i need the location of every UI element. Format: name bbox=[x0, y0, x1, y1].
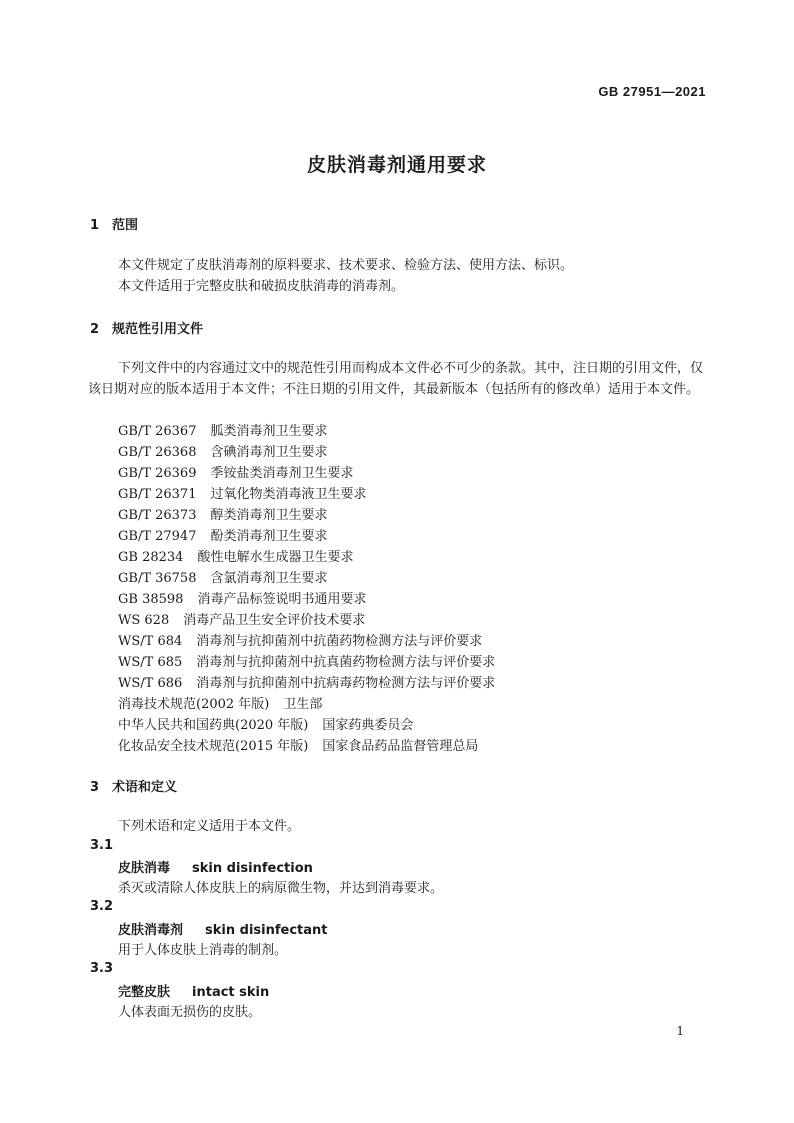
reference-code: GB/T 26367 bbox=[118, 424, 197, 439]
section-number: 1 bbox=[90, 218, 100, 233]
reference-title: 消毒剂与抗抑菌剂中抗病毒药物检测方法与评价要求 bbox=[196, 676, 496, 691]
reference-title: 含氯消毒剂卫生要求 bbox=[210, 571, 328, 586]
reference-item bbox=[118, 630, 482, 649]
reference-code: GB/T 26368 bbox=[118, 445, 197, 460]
reference-title: 消毒产品标签说明书通用要求 bbox=[197, 592, 367, 607]
reference-item bbox=[118, 525, 328, 544]
reference-item bbox=[118, 462, 354, 481]
term-entry bbox=[118, 857, 313, 876]
document-title: 皮肤消毒剂通用要求 bbox=[306, 154, 487, 176]
term-entry bbox=[118, 919, 327, 938]
reference-item bbox=[118, 483, 367, 502]
reference-code: WS/T 686 bbox=[118, 676, 183, 691]
reference-title: 国家药典委员会 bbox=[322, 718, 414, 733]
reference-item bbox=[118, 567, 328, 586]
reference-item bbox=[118, 441, 328, 460]
reference-title: 卫生部 bbox=[283, 697, 323, 712]
reference-item bbox=[118, 588, 366, 607]
reference-item bbox=[118, 735, 478, 754]
section-title: 术语和定义 bbox=[112, 780, 178, 795]
reference-code: GB/T 27947 bbox=[118, 529, 197, 544]
term-zh: 皮肤消毒 bbox=[118, 861, 171, 876]
reference-item bbox=[118, 651, 495, 670]
reference-code: GB 38598 bbox=[118, 592, 184, 607]
scope-paragraph-1: 本文件规定了皮肤消毒剂的原料要求、技术要求、检验方法、使用方法、标识。 bbox=[118, 258, 574, 273]
reference-code: GB/T 36758 bbox=[118, 571, 197, 586]
reference-code: 中华人民共和国药典(2020 年版) bbox=[118, 718, 309, 733]
reference-title: 季铵盐类消毒剂卫生要求 bbox=[210, 466, 354, 481]
reference-item bbox=[118, 714, 413, 733]
reference-code: WS 628 bbox=[118, 613, 170, 628]
page-number: 1 bbox=[676, 1024, 684, 1038]
reference-title: 消毒产品卫生安全评价技术要求 bbox=[183, 613, 366, 628]
reference-item bbox=[118, 546, 353, 565]
reference-code: GB/T 26369 bbox=[118, 466, 197, 481]
reference-title: 消毒剂与抗抑菌剂中抗真菌药物检测方法与评价要求 bbox=[196, 655, 496, 670]
reference-item bbox=[118, 609, 365, 628]
reference-code: WS/T 684 bbox=[118, 634, 183, 649]
term-en: skin disinfectant bbox=[205, 923, 328, 938]
reference-item bbox=[118, 504, 328, 523]
term-en: intact skin bbox=[192, 985, 270, 1000]
section-number: 3 bbox=[90, 780, 100, 795]
section-1-heading bbox=[90, 214, 138, 233]
section-number: 2 bbox=[90, 322, 100, 337]
reference-title: 胍类消毒剂卫生要求 bbox=[210, 424, 328, 439]
term-entry bbox=[118, 981, 269, 1000]
term-definition: 杀灭或清除人体皮肤上的病原微生物，并达到消毒要求。 bbox=[118, 881, 444, 896]
term-zh: 皮肤消毒剂 bbox=[118, 923, 184, 938]
references-intro: 下列文件中的内容通过文中的规范性引用而构成本文件必不可少的条款。其中，注日期的引用文件，仅该日期对应的版本适用于本文件；不注日期的引用文件，其最新版本（包括所有的修改单）适用于本文件。 bbox=[88, 361, 704, 397]
section-3-heading bbox=[90, 776, 177, 795]
reference-item bbox=[118, 672, 495, 691]
reference-code: 消毒技术规范(2002 年版) bbox=[118, 697, 270, 712]
reference-code: GB/T 26373 bbox=[118, 508, 197, 523]
clause-number: 3.2 bbox=[90, 899, 114, 914]
reference-code: GB/T 26371 bbox=[118, 487, 197, 502]
reference-title: 消毒剂与抗抑菌剂中抗菌药物检测方法与评价要求 bbox=[196, 634, 483, 649]
term-definition: 用于人体皮肤上消毒的制剂。 bbox=[118, 943, 288, 958]
section-title: 范围 bbox=[112, 218, 139, 233]
scope-paragraph-2: 本文件适用于完整皮肤和破损皮肤消毒的消毒剂。 bbox=[118, 279, 405, 294]
clause-number: 3.3 bbox=[90, 961, 114, 976]
section-title: 规范性引用文件 bbox=[112, 322, 204, 337]
term-en: skin disinfection bbox=[192, 861, 313, 876]
terms-intro: 下列术语和定义适用于本文件。 bbox=[118, 819, 301, 834]
reference-code: GB 28234 bbox=[118, 550, 184, 565]
clause-number: 3.1 bbox=[90, 838, 114, 853]
reference-title: 酸性电解水生成器卫生要求 bbox=[197, 550, 354, 565]
reference-title: 国家食品药品监督管理总局 bbox=[322, 739, 479, 754]
reference-item bbox=[118, 693, 322, 712]
term-zh: 完整皮肤 bbox=[118, 985, 171, 1000]
reference-title: 含碘消毒剂卫生要求 bbox=[210, 445, 328, 460]
reference-item bbox=[118, 420, 328, 439]
reference-title: 酚类消毒剂卫生要求 bbox=[210, 529, 328, 544]
term-definition: 人体表面无损伤的皮肤。 bbox=[118, 1005, 262, 1020]
reference-code: WS/T 685 bbox=[118, 655, 183, 670]
reference-code: 化妆品安全技术规范(2015 年版) bbox=[118, 739, 309, 754]
standard-code: GB 27951—2021 bbox=[598, 84, 706, 99]
reference-title: 醇类消毒剂卫生要求 bbox=[210, 508, 328, 523]
reference-title: 过氧化物类消毒液卫生要求 bbox=[210, 487, 367, 502]
section-2-heading bbox=[90, 318, 203, 337]
